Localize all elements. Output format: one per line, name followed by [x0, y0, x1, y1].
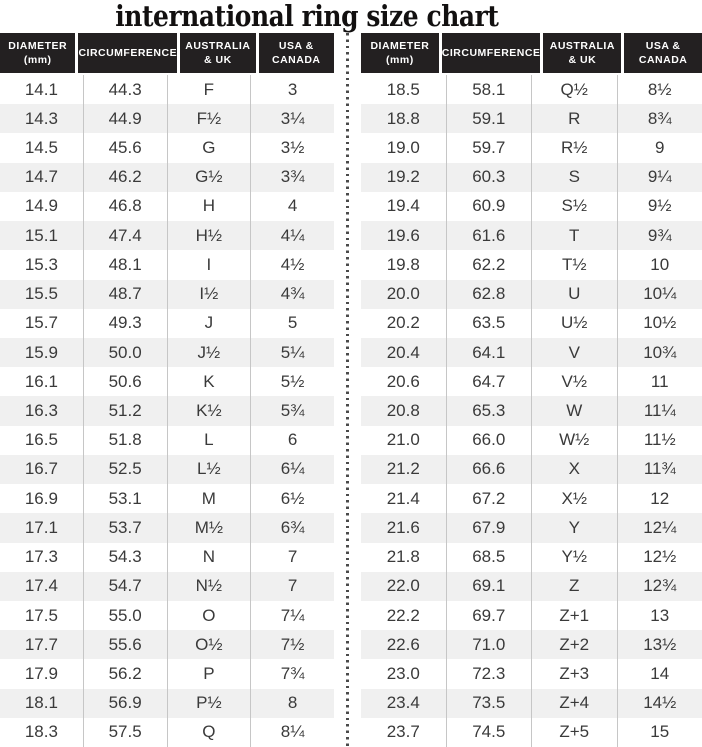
table-cell: 44.9	[84, 104, 168, 133]
table-cell: 20.0	[361, 280, 447, 309]
table-cell: 47.4	[84, 221, 168, 250]
table-cell: 51.2	[84, 396, 168, 425]
table-cell: 17.1	[0, 513, 84, 542]
table-cell: 18.1	[0, 689, 84, 718]
table-cell: 18.3	[0, 718, 84, 747]
table-cell: I½	[168, 280, 252, 309]
table-cell: 23.7	[361, 718, 447, 747]
table-cell: Z+1	[532, 601, 618, 630]
table-cell: J½	[168, 338, 252, 367]
table-row	[361, 367, 702, 396]
table-cell: T	[532, 221, 618, 250]
column-header-line: CIRCUMFERENCE	[441, 46, 541, 59]
table-row	[0, 133, 334, 162]
table-cell: 6½	[280, 488, 305, 508]
table-cell: 9¼	[647, 167, 672, 187]
table-row	[0, 338, 334, 367]
table-cell: 5	[287, 313, 298, 333]
table-row	[361, 338, 702, 367]
table-row	[361, 513, 702, 542]
table-cell: P	[168, 659, 252, 688]
table-row	[361, 689, 702, 718]
table-cell: S	[532, 163, 618, 192]
table-body	[361, 75, 702, 747]
ring-size-table-right	[361, 33, 702, 747]
table-cell: 45.6	[84, 133, 168, 162]
table-row	[361, 396, 702, 425]
table-cell: 19.8	[361, 250, 447, 279]
table-row	[0, 426, 334, 455]
table-cell: F½	[168, 104, 252, 133]
column-header	[624, 33, 702, 73]
table-cell: 6¾	[280, 517, 305, 537]
table-cell: W½	[532, 426, 618, 455]
table-cell: F	[168, 75, 252, 104]
table-cell: 11	[650, 371, 669, 391]
table-cell: 13	[650, 605, 670, 625]
table-cell: S½	[532, 192, 618, 221]
table-row	[0, 163, 334, 192]
table-cell: 17.3	[0, 543, 84, 572]
table-cell: 12¾	[643, 576, 677, 596]
table-cell: Z	[532, 572, 618, 601]
table-cell: T½	[532, 250, 618, 279]
table-cell: Y	[532, 513, 618, 542]
table-cell: X½	[532, 484, 618, 513]
table-cell: 20.4	[361, 338, 447, 367]
table-row	[361, 133, 702, 162]
table-cell: O	[168, 601, 252, 630]
table-cell: 55.0	[84, 601, 168, 630]
table-cell: 14½	[643, 693, 677, 713]
table-cell: V½	[532, 367, 618, 396]
table-cell: 12¼	[643, 517, 677, 537]
table-cell: 21.8	[361, 543, 447, 572]
table-cell: 59.1	[447, 104, 533, 133]
table-cell: 13½	[643, 634, 677, 654]
table-cell: 14	[650, 663, 670, 683]
table-cell: 6¼	[280, 459, 305, 479]
table-cell: 67.9	[447, 513, 533, 542]
table-row	[361, 75, 702, 104]
table-cell: 16.1	[0, 367, 84, 396]
table-cell: 44.3	[84, 75, 168, 104]
table-cell: 17.5	[0, 601, 84, 630]
table-cell: 11½	[643, 430, 676, 450]
column-header	[78, 33, 177, 73]
table-cell: 7¾	[280, 663, 305, 683]
table-cell: 9½	[647, 196, 672, 216]
table-row	[0, 280, 334, 309]
table-row	[361, 572, 702, 601]
table-cell: 10¾	[643, 342, 677, 362]
table-row	[0, 396, 334, 425]
table-row	[361, 280, 702, 309]
table-cell: 3	[287, 79, 298, 99]
table-cell: Q	[168, 718, 252, 747]
table-cell: 16.5	[0, 426, 84, 455]
table-cell: 15.7	[0, 309, 84, 338]
table-cell: 4¼	[280, 225, 305, 245]
column-header-line: CANADA	[272, 54, 321, 66]
table-row	[0, 367, 334, 396]
table-cell: 8¼	[280, 722, 305, 742]
table-row	[0, 513, 334, 542]
table-cell: 9	[655, 138, 665, 158]
table-cell: 21.6	[361, 513, 447, 542]
table-cell: V	[532, 338, 618, 367]
table-row	[0, 309, 334, 338]
table-cell: 7	[287, 547, 298, 567]
table-cell: 19.0	[361, 133, 447, 162]
table-cell: 7	[287, 576, 298, 596]
table-cell: 48.7	[84, 280, 168, 309]
table-cell: 5½	[280, 371, 305, 391]
table-cell: N½	[168, 572, 252, 601]
table-row	[361, 221, 702, 250]
table-cell: 21.2	[361, 455, 447, 484]
table-cell: J	[168, 309, 252, 338]
table-cell: P½	[168, 689, 252, 718]
table-cell: Z+5	[532, 718, 618, 747]
table-cell: K½	[168, 396, 252, 425]
table-cell: 71.0	[447, 630, 533, 659]
table-cell: 22.2	[361, 601, 447, 630]
table-cell: 59.7	[447, 133, 533, 162]
table-cell: 62.8	[447, 280, 533, 309]
table-row	[361, 659, 702, 688]
table-row	[361, 192, 702, 221]
table-cell: 22.0	[361, 572, 447, 601]
table-row	[0, 250, 334, 279]
table-cell: 15.5	[0, 280, 84, 309]
table-cell: 46.8	[84, 192, 168, 221]
table-row	[361, 718, 702, 747]
column-header-line: CIRCUMFERENCE	[78, 46, 178, 59]
table-cell: 66.6	[447, 455, 533, 484]
column-header-line: AUSTRALIA	[185, 39, 251, 52]
table-cell: 18.8	[361, 104, 447, 133]
table-cell: 22.6	[361, 630, 447, 659]
table-cell: 60.3	[447, 163, 533, 192]
table-cell: 15.3	[0, 250, 84, 279]
column-header-line: (mm)	[386, 54, 414, 66]
table-cell: Y½	[532, 543, 618, 572]
table-cell: 21.0	[361, 426, 447, 455]
table-row	[361, 484, 702, 513]
page-title-text: international ring size chart	[115, 0, 499, 33]
column-header	[543, 33, 621, 73]
table-cell: 11¼	[643, 401, 676, 421]
table-cell: 10½	[643, 313, 677, 333]
column-header	[259, 33, 334, 73]
table-cell: 15.1	[0, 221, 84, 250]
table-cell: 20.2	[361, 309, 447, 338]
table-cell: M	[168, 484, 252, 513]
table-row	[0, 543, 334, 572]
table-cell: 8	[287, 693, 298, 713]
table-cell: 12	[650, 488, 670, 508]
column-header	[0, 33, 75, 73]
tables-container	[0, 33, 702, 747]
table-row	[0, 572, 334, 601]
table-cell: 19.2	[361, 163, 447, 192]
table-cell: 64.7	[447, 367, 533, 396]
table-cell: 12½	[643, 547, 677, 567]
table-cell: 8½	[647, 79, 672, 99]
table-cell: U½	[532, 309, 618, 338]
table-header-row	[361, 33, 702, 73]
table-row	[361, 163, 702, 192]
table-cell: 62.2	[447, 250, 533, 279]
table-row	[361, 426, 702, 455]
column-header-line: CANADA	[638, 54, 688, 66]
table-cell: X	[532, 455, 618, 484]
table-cell: 5¾	[280, 401, 305, 421]
table-cell: 19.6	[361, 221, 447, 250]
table-cell: 64.1	[447, 338, 533, 367]
table-cell: 20.6	[361, 367, 447, 396]
table-cell: 7¼	[280, 605, 305, 625]
table-cell: 23.0	[361, 659, 447, 688]
table-cell: L	[168, 426, 252, 455]
table-row	[361, 601, 702, 630]
column-header-line: & UK	[203, 54, 232, 66]
table-cell: 10¼	[643, 284, 677, 304]
table-header-row	[0, 33, 334, 73]
table-cell: 15	[650, 722, 670, 742]
table-cell: 51.8	[84, 426, 168, 455]
table-cell: 11¾	[643, 459, 676, 479]
column-header	[180, 33, 255, 73]
table-cell: 69.1	[447, 572, 533, 601]
table-cell: 18.5	[361, 75, 447, 104]
table-cell: R	[532, 104, 618, 133]
table-cell: G½	[168, 163, 252, 192]
table-cell: 10	[650, 254, 670, 274]
table-cell: 6	[287, 430, 298, 450]
table-cell: 14.9	[0, 192, 84, 221]
page-title	[0, 0, 702, 33]
table-cell: M½	[168, 513, 252, 542]
table-cell: 53.1	[84, 484, 168, 513]
table-cell: 3¾	[280, 167, 305, 187]
table-row	[0, 75, 334, 104]
table-cell: L½	[168, 455, 252, 484]
column-header-line: & UK	[568, 54, 597, 66]
table-cell: 57.5	[84, 718, 168, 747]
table-cell: 4¾	[280, 284, 305, 304]
table-cell: K	[168, 367, 252, 396]
table-cell: 14.5	[0, 133, 84, 162]
column-header-line: DIAMETER	[370, 39, 430, 52]
table-cell: 16.9	[0, 484, 84, 513]
table-cell: 17.9	[0, 659, 84, 688]
table-cell: 50.0	[84, 338, 168, 367]
table-cell: 17.7	[0, 630, 84, 659]
table-cell: U	[532, 280, 618, 309]
column-header-line: (mm)	[23, 54, 52, 66]
table-cell: 5¼	[280, 342, 305, 362]
table-cell: 16.7	[0, 455, 84, 484]
table-cell: 17.4	[0, 572, 84, 601]
table-row	[0, 689, 334, 718]
table-cell: 74.5	[447, 718, 533, 747]
table-row	[361, 455, 702, 484]
table-row	[361, 543, 702, 572]
table-cell: G	[168, 133, 252, 162]
table-cell: 72.3	[447, 659, 533, 688]
table-cell: 14.3	[0, 104, 84, 133]
table-row	[361, 309, 702, 338]
table-row	[0, 659, 334, 688]
table-cell: 50.6	[84, 367, 168, 396]
table-cell: 49.3	[84, 309, 168, 338]
table-cell: 48.1	[84, 250, 168, 279]
table-cell: 55.6	[84, 630, 168, 659]
table-cell: 63.5	[447, 309, 533, 338]
table-cell: 23.4	[361, 689, 447, 718]
table-row	[0, 221, 334, 250]
table-cell: R½	[532, 133, 618, 162]
table-cell: 54.3	[84, 543, 168, 572]
ring-size-table-left	[0, 33, 334, 747]
table-cell: 16.3	[0, 396, 84, 425]
column-header	[361, 33, 439, 73]
table-row	[0, 630, 334, 659]
table-cell: H	[168, 192, 252, 221]
table-cell: H½	[168, 221, 252, 250]
column-header-line: DIAMETER	[8, 39, 68, 52]
table-cell: 8¾	[647, 108, 672, 128]
column-header-line: USA &	[278, 39, 314, 52]
table-row	[361, 630, 702, 659]
table-cell: Z+3	[532, 659, 618, 688]
table-cell: 58.1	[447, 75, 533, 104]
dotted-divider	[334, 33, 361, 747]
table-cell: 46.2	[84, 163, 168, 192]
table-cell: Z+4	[532, 689, 618, 718]
table-row	[361, 250, 702, 279]
table-cell: Q½	[532, 75, 618, 104]
table-cell: 61.6	[447, 221, 533, 250]
table-row	[0, 718, 334, 747]
table-cell: 53.7	[84, 513, 168, 542]
table-row	[0, 601, 334, 630]
table-cell: N	[168, 543, 252, 572]
table-cell: 52.5	[84, 455, 168, 484]
table-cell: 73.5	[447, 689, 533, 718]
table-cell: 20.8	[361, 396, 447, 425]
table-cell: 19.4	[361, 192, 447, 221]
column-header-line: USA &	[645, 39, 681, 52]
table-cell: 68.5	[447, 543, 533, 572]
table-cell: 56.9	[84, 689, 168, 718]
table-cell: I	[168, 250, 252, 279]
table-row	[0, 104, 334, 133]
table-cell: 65.3	[447, 396, 533, 425]
table-cell: W	[532, 396, 618, 425]
table-row	[0, 192, 334, 221]
table-row	[0, 455, 334, 484]
table-cell: 7½	[280, 634, 305, 654]
table-cell: 54.7	[84, 572, 168, 601]
table-cell: 14.1	[0, 75, 84, 104]
table-cell: 3¼	[280, 108, 305, 128]
table-row	[361, 104, 702, 133]
table-cell: O½	[168, 630, 252, 659]
table-cell: 15.9	[0, 338, 84, 367]
table-cell: 67.2	[447, 484, 533, 513]
table-cell: 9¾	[647, 225, 672, 245]
table-cell: 60.9	[447, 192, 533, 221]
table-cell: 4½	[280, 254, 305, 274]
table-cell: 14.7	[0, 163, 84, 192]
table-body	[0, 75, 334, 747]
table-cell: 66.0	[447, 426, 533, 455]
table-cell: 69.7	[447, 601, 533, 630]
table-cell: 4	[287, 196, 298, 216]
column-header-line: AUSTRALIA	[549, 39, 615, 52]
column-header	[442, 33, 541, 73]
table-cell: 56.2	[84, 659, 168, 688]
table-cell: 21.4	[361, 484, 447, 513]
table-row	[0, 484, 334, 513]
table-cell: 3½	[280, 138, 305, 158]
table-cell: Z+2	[532, 630, 618, 659]
